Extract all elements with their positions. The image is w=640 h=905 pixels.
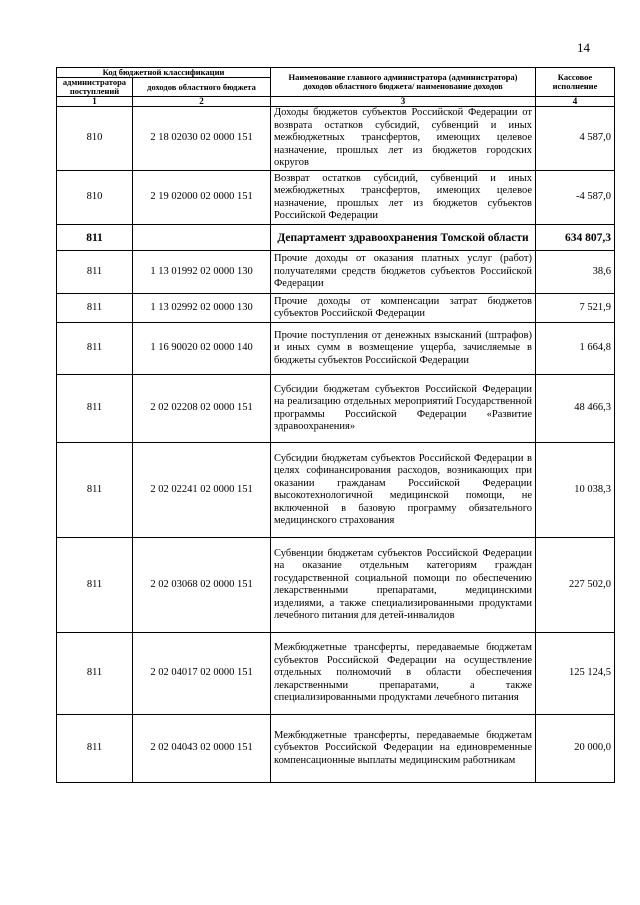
department-name: Департамент здравоохранения Томской области <box>271 225 536 251</box>
admin-code: 811 <box>57 251 133 294</box>
admin-code: 811 <box>57 294 133 323</box>
revenue-code: 2 02 02208 02 0000 151 <box>133 375 271 443</box>
revenue-name: Межбюджетные трансферты, передаваемые бюджетам субъектов Российской Федерации на осуществление отдельных полномочий в области обеспечения лекарственными препаратами, а также специализированными продуктами лечебного питания <box>271 633 536 715</box>
header-revenue-code: доходов областного бюджета <box>133 78 271 97</box>
revenue-code: 1 13 02992 02 0000 130 <box>133 294 271 323</box>
revenue-code: 1 13 01992 02 0000 130 <box>133 251 271 294</box>
amount: -4 587,0 <box>536 171 615 225</box>
amount: 125 124,5 <box>536 633 615 715</box>
amount: 227 502,0 <box>536 538 615 633</box>
department-row <box>57 225 615 251</box>
column-number: 3 <box>271 97 536 107</box>
table-row <box>57 538 615 633</box>
revenue-code: 2 19 02000 02 0000 151 <box>133 171 271 225</box>
column-number: 1 <box>57 97 133 107</box>
column-number-row <box>57 97 615 107</box>
amount: 38,6 <box>536 251 615 294</box>
revenue-code: 1 16 90020 02 0000 140 <box>133 323 271 375</box>
revenue-name: Прочие доходы от компенсации затрат бюджетов субъектов Российской Федерации <box>271 294 536 323</box>
header-budget-classification: Код бюджетной классификации <box>57 68 271 78</box>
table-row <box>57 107 615 171</box>
table-row <box>57 375 615 443</box>
amount: 4 587,0 <box>536 107 615 171</box>
table-row <box>57 633 615 715</box>
amount: 10 038,3 <box>536 443 615 538</box>
revenue-name: Субсидии бюджетам субъектов Российской Федерации в целях софинансирования расходов, возникающих при оказании гражданам Российской Федерации высокотехнологичной медицинской помощи, не включенной в базовую программу обязательного медицинского страхования <box>271 443 536 538</box>
amount: 20 000,0 <box>536 715 615 783</box>
admin-code: 811 <box>57 715 133 783</box>
admin-code: 810 <box>57 107 133 171</box>
table-row <box>57 294 615 323</box>
revenue-code: 2 02 04043 02 0000 151 <box>133 715 271 783</box>
table-row <box>57 443 615 538</box>
admin-code: 811 <box>57 323 133 375</box>
header-name: Наименование главного администратора (администратора) доходов областного бюджета/ наименование доходов <box>271 68 536 97</box>
admin-code: 811 <box>57 225 133 251</box>
revenue-name: Субвенции бюджетам субъектов Российской Федерации на оказание отдельным категориям граждан государственной социальной помощи по обеспечению лекарственными препаратами, медицинскими изделиями, а также специализированными продуктами лечебного питания для детей-инвалидов <box>271 538 536 633</box>
admin-code: 811 <box>57 633 133 715</box>
header-cash-execution: Кассовое исполнение <box>536 68 615 97</box>
amount: 7 521,9 <box>536 294 615 323</box>
admin-code: 810 <box>57 171 133 225</box>
revenue-table <box>56 67 615 783</box>
revenue-name: Прочие доходы от оказания платных услуг (работ) получателями средств бюджетов субъектов Российской Федерации <box>271 251 536 294</box>
page-number: 14 <box>577 40 590 55</box>
amount: 1 664,8 <box>536 323 615 375</box>
column-number: 4 <box>536 97 615 107</box>
table-row <box>57 251 615 294</box>
revenue-name: Межбюджетные трансферты, передаваемые бюджетам субъектов Российской Федерации на единовременные компенсационные выплаты медицинским работникам <box>271 715 536 783</box>
table-row <box>57 715 615 783</box>
table-row <box>57 171 615 225</box>
department-total: 634 807,3 <box>536 225 615 251</box>
table-row <box>57 323 615 375</box>
revenue-code <box>133 225 271 251</box>
revenue-code: 2 18 02030 02 0000 151 <box>133 107 271 171</box>
revenue-code: 2 02 04017 02 0000 151 <box>133 633 271 715</box>
admin-code: 811 <box>57 538 133 633</box>
amount: 48 466,3 <box>536 375 615 443</box>
revenue-name: Доходы бюджетов субъектов Российской Федерации от возврата остатков субсидий, субвенций и иных межбюджетных трансфертов, имеющих целевое назначение, прошлых лет из бюджетов городских округов <box>271 107 536 171</box>
revenue-name: Возврат остатков субсидий, субвенций и иных межбюджетных трансфертов, имеющих целевое назначение, прошлых лет из бюджетов субъектов Российской Федерации <box>271 171 536 225</box>
admin-code: 811 <box>57 375 133 443</box>
revenue-name: Прочие поступления от денежных взысканий (штрафов) и иных сумм в возмещение ущерба, зачисляемые в бюджеты субъектов Российской Федерации <box>271 323 536 375</box>
revenue-code: 2 02 03068 02 0000 151 <box>133 538 271 633</box>
revenue-name: Субсидии бюджетам субъектов Российской Федерации на реализацию отдельных мероприятий Государственной программы Российской Федерации «Развитие здравоохранения» <box>271 375 536 443</box>
revenue-code: 2 02 02241 02 0000 151 <box>133 443 271 538</box>
header-administrator: администратора поступлений <box>57 78 133 97</box>
column-number: 2 <box>133 97 271 107</box>
admin-code: 811 <box>57 443 133 538</box>
